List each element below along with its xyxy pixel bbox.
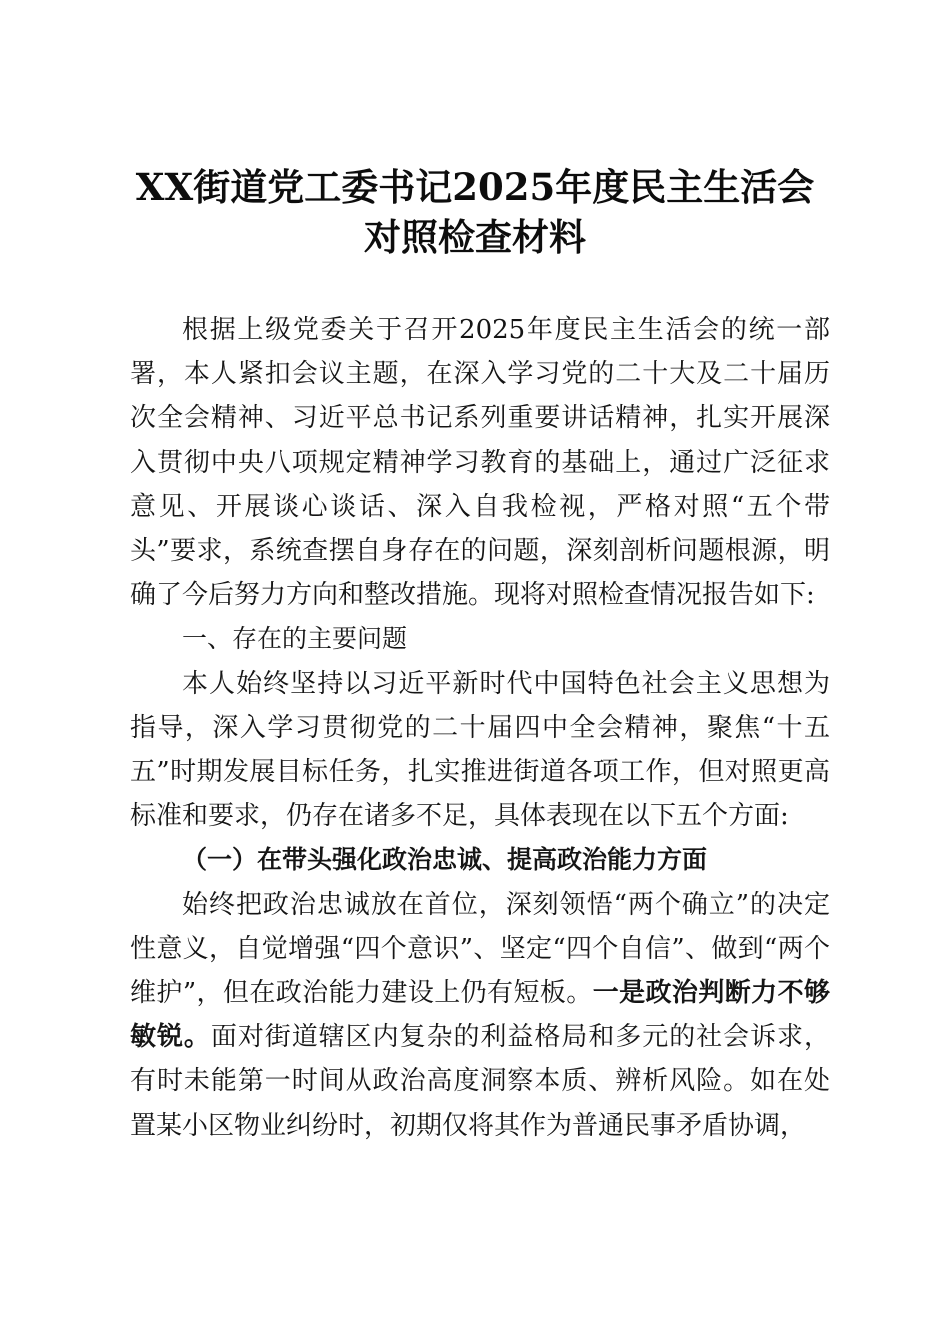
emphasis-text: 一是政治判断力不够敏锐。 [130,978,830,1053]
section-paragraph-problems: 本人始终坚持以习近平新时代中国特色社会主义思想为指导，深入学习贯彻党的二十届四中全会精神，聚焦“十五五”时期发展目标任务，扎实推进街道各项工作，但对照更高标准和要求，仍存在诸多不足，具体表现在以下五个方面: [130,668,830,832]
intro-paragraph: 根据上级党委关于召开2025年度民主生活会的统一部署，本人紧扣会议主题，在深入学习党的二十大及二十届历次全会精神、习近平总书记系列重要讲话精神，扎实开展深入贯彻中央八项规定精神学习教育的基础上，通过广泛征求意见、开展谈心谈话、深入自我检视，严格对照“五个带头”要求，系统查摆自身存在的问题，深刻剖析问题根源，明确了今后努力方向和整改措施。现将对照检查情况报告如下: [130,315,830,611]
subsection-paragraph-political-loyalty [130,883,830,1148]
subsection-heading-political-loyalty: （一）在带头强化政治忠诚、提高政治能力方面 [182,845,708,875]
paragraph-text-part2: 面对街道辖区内复杂的利益格局和多元的社会诉求，有时未能第一时间从政治高度洞察本质、辨析风险。如在处置某小区物业纠纷时，初期仅将其作为普通民事矛盾协调， [130,1022,830,1141]
document-title: XX街道党工委书记2025年度民主生活会对照检查材料 [135,165,815,259]
document-body [130,308,830,1148]
paragraph-text-part1: 始终把政治忠诚放在首位，深刻领悟“两个确立”的决定性意义，自觉增强“四个意识”、坚定“四个自信”、做到“两个维护”，但在政治能力建设上仍有短板。 [130,889,830,1009]
section-heading-problems: 一、存在的主要问题 [182,624,408,654]
